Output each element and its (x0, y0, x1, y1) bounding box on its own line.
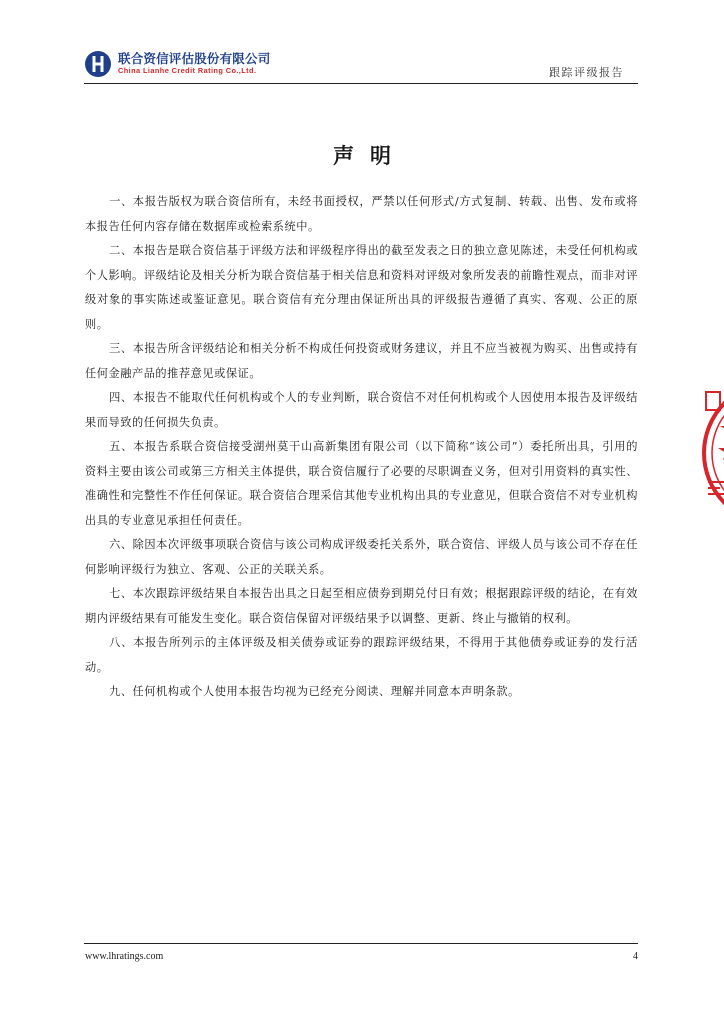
statement-body (85, 190, 638, 705)
footer-website: www.lhratings.com (85, 951, 164, 962)
page-header (84, 48, 638, 82)
statement-paragraph: 六、除因本次评级事项联合资信与该公司构成评级委托关系外，联合资信、评级人员与该公司不存在任何影响评级行为独立、客观、公正的关联关系。 (85, 538, 638, 576)
statement-paragraph: 三、本报告所含评级结论和相关分析不构成任何投资或财务建议，并且不应当被视为购买、出售或持有任何金融产品的推荐意见或保证。 (85, 342, 638, 380)
company-name-cn: 联合资信评估股份有限公司 (118, 51, 271, 66)
footer-divider (84, 943, 638, 944)
statement-paragraph: 二、本报告是联合资信基于评级方法和评级程序得出的截至发表之日的独立意见陈述，未受任何机构或个人影响。评级结论及相关分析为联合资信基于相关信息和资料对评级对象所发表的前瞻性观点，而非对评级对象的事实陈述或鉴证意见。联合资信有充分理由保证所出具的评级报告遵循了真实、客观、公正的原则。 (85, 244, 638, 331)
statement-paragraph: 五、本报告系联合资信接受湖州莫干山高新集团有限公司（以下简称“该公司”）委托所出具，引用的资料主要由该公司或第三方相关主体提供，联合资信履行了必要的尽职调查义务，但对引用资料的真实性、准确性和完整性不作任何保证。联合资信合理采信其他专业机构出具的专业意见，但联合资信不对专业机构出具的专业意见承担任何责任。 (85, 440, 638, 527)
statement-paragraph: 九、任何机构或个人使用本报告均视为已经充分阅读、理解并同意本声明条款。 (109, 685, 520, 698)
statement-paragraph: 七、本次跟踪评级结果自本报告出具之日起至相应债券到期兑付日有效；根据跟踪评级的结论，在有效期内评级结果有可能发生变化。联合资信保留对评级结果予以调整、更新、终止与撤销的权利。 (85, 587, 638, 625)
statement-paragraph: 一、本报告版权为联合资信所有，未经书面授权，严禁以任何形式/方式复制、转载、出售、发布或将本报告任何内容存储在数据库或检索系统中。 (85, 195, 638, 233)
header-divider (84, 83, 638, 84)
statement-paragraph: 八、本报告所列示的主体评级及相关债券或证券的跟踪评级结果，不得用于其他债券或证券的发行活动。 (85, 636, 638, 674)
page-number: 4 (633, 951, 638, 962)
company-name-en: China Lianhe Credit Rating Co.,Ltd. (118, 66, 257, 75)
seal-stamp-icon (700, 378, 724, 528)
statement-paragraph: 四、本报告不能取代任何机构或个人的专业判断，联合资信不对任何机构或个人因使用本报告及评级结果而导致的任何损失负责。 (85, 391, 638, 429)
report-type-label: 跟踪评级报告 (549, 66, 624, 79)
company-logo-icon (84, 50, 112, 78)
page-title: 声明 (333, 143, 407, 168)
